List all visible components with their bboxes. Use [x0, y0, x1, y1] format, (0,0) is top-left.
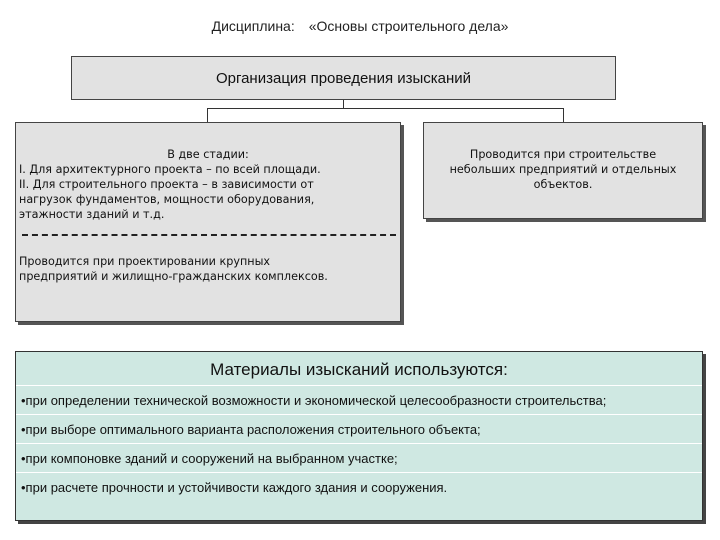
- small-projects-node: [423, 122, 703, 219]
- connector-right-down: [563, 108, 564, 122]
- usage-item: •при компоновке зданий и сооружений на выбранном участке;: [21, 451, 398, 466]
- large-projects-line: предприятий и жилищно-гражданских комплексов.: [19, 270, 328, 283]
- dashed-divider: [22, 234, 396, 236]
- divider: [16, 414, 702, 415]
- usage-item: •при выборе оптимального варианта расположения строительного объекта;: [21, 422, 481, 437]
- large-projects-line: Проводится при проектировании крупных: [19, 255, 271, 268]
- usage-item: •при расчете прочности и устойчивости каждого здания и сооружения.: [21, 480, 448, 495]
- usage-item: •при определении технической возможности и экономической целесообразности строительства;: [21, 393, 607, 408]
- divider: [16, 385, 702, 386]
- small-projects-line: Проводится при строительстве: [469, 148, 657, 161]
- connector-root-down: [343, 100, 344, 108]
- materials-usage-box: [15, 351, 703, 521]
- root-node-title: Организация проведения изысканий: [215, 69, 472, 87]
- stage-2-line: этажности зданий и т.д.: [19, 208, 165, 221]
- stage-2-line: II. Для строительного проекта – в зависимости от: [19, 178, 314, 191]
- stage-2-line: нагрузок фундаментов, мощности оборудования,: [19, 193, 315, 206]
- root-node: [71, 56, 616, 100]
- discipline-label: Дисциплина:: [211, 18, 295, 34]
- small-projects-line: небольших предприятий и отдельных: [449, 163, 677, 176]
- stages-node: [15, 122, 401, 322]
- stage-1-text: I. Для архитектурного проекта – по всей площади.: [19, 163, 321, 176]
- discipline-header: [0, 18, 720, 34]
- connector-left-down: [207, 108, 208, 122]
- divider: [16, 443, 702, 444]
- divider: [16, 472, 702, 473]
- small-projects-line: объектов.: [533, 178, 593, 191]
- connector-horizontal: [207, 108, 564, 109]
- stages-heading: В две стадии:: [167, 148, 249, 161]
- materials-usage-title: Материалы изысканий используются:: [210, 360, 508, 379]
- discipline-name: «Основы строительного дела»: [308, 18, 509, 34]
